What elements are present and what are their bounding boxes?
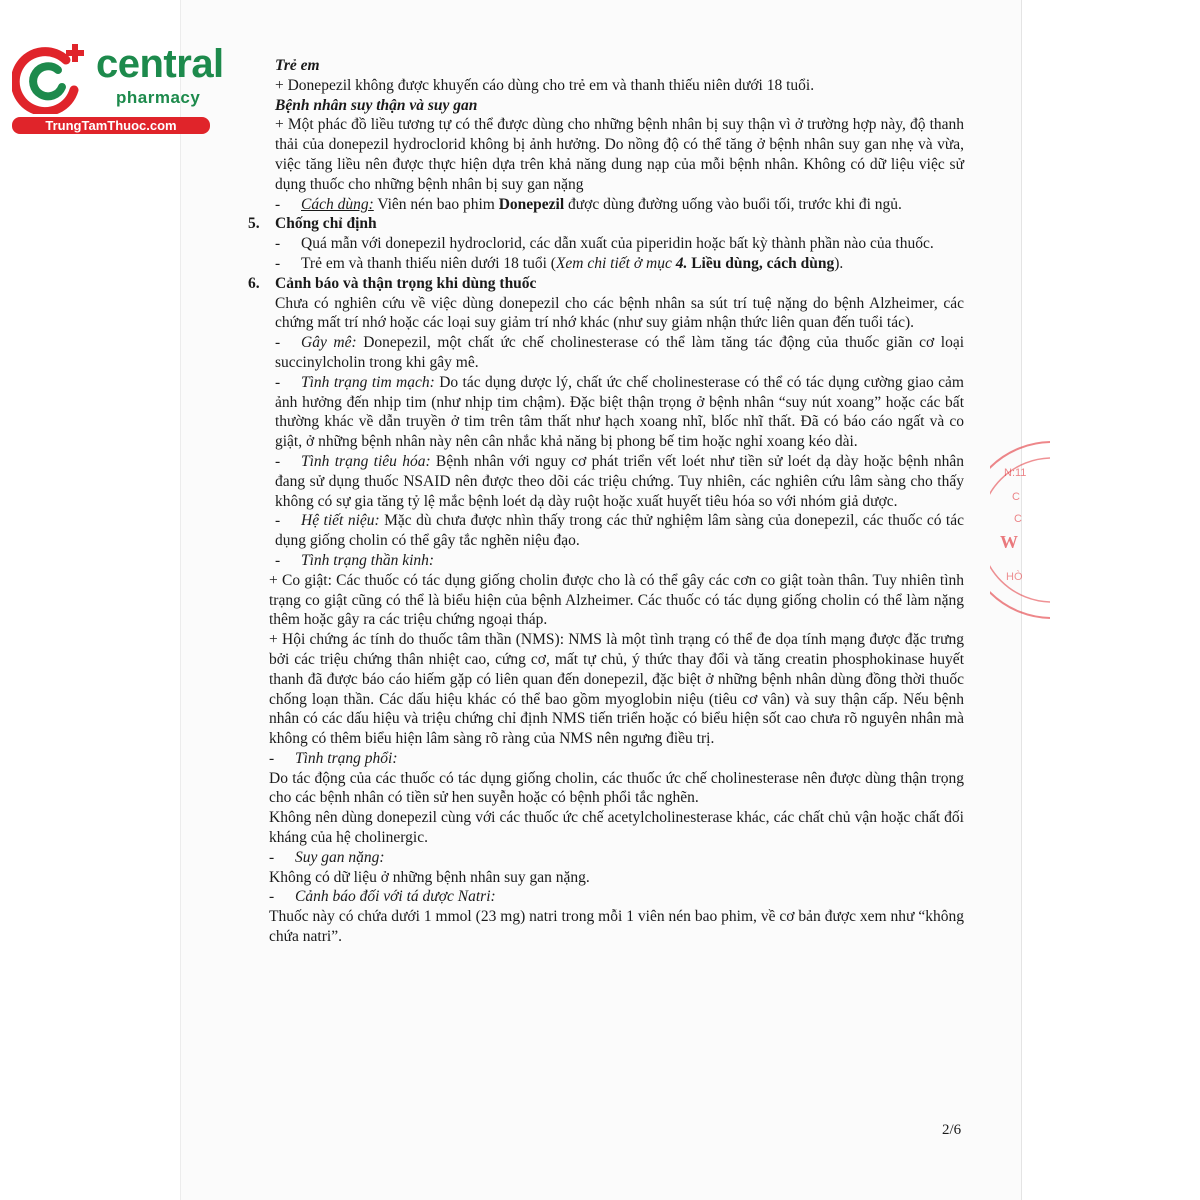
sodium-text: Thuốc này có chứa dưới 1 mmol (23 mg) natri trong mỗi 1 viên nén bao phim, về cơ bản được xem như “không chứa natri”. bbox=[269, 908, 964, 946]
section-number: 6. bbox=[248, 274, 260, 292]
brand-subtitle: pharmacy bbox=[116, 88, 201, 107]
warnings-intro: Chưa có nghiên cứu về việc dùng donepezil cho các bệnh nhân sa sút trí tuệ nặng do bệnh Alzheimer, các chứng mất trí nhớ hoặc các loại suy giảm trí nhớ khác (như suy giảm nhận thức liên quan đến tuổi tác). bbox=[275, 294, 964, 332]
warning-label: Cảnh báo đối với tá dược Natri: bbox=[295, 888, 496, 906]
bullet-dash: - bbox=[275, 235, 281, 253]
bullet-dash: - bbox=[275, 195, 281, 213]
section-title-renal-hepatic: Bệnh nhân suy thận và suy gan bbox=[275, 96, 478, 114]
central-pharmacy-logo[interactable] bbox=[12, 38, 224, 138]
hepatic-text: Không có dữ liệu ở những bệnh nhân suy gan nặng. bbox=[269, 868, 590, 886]
contraindication-item bbox=[248, 234, 964, 254]
warning-text: Do tác dụng dược lý, chất ức chế cholinesterase có thể có tác dụng cường giao cảm ảnh hưởng đến nhịp tim (như nhịp tim chậm). Đặc biệt thận trọng ở bệnh nhân “suy nút xoang” hoặc các bất thường khác về dẫn truyền ở tim trên tâm thất như hạch xoang nhĩ, blốc nhĩ thất. Đã có báo cáo ngất và co giật, ở những bệnh nhân này nên cân nhắc khả năng bị phong bế tim hoặc nghỉ xoang kéo dài. bbox=[275, 373, 964, 451]
contraindication-item bbox=[248, 254, 964, 274]
cross-reference-title: Liều dùng, cách dùng bbox=[687, 254, 835, 272]
usage-label: Cách dùng: bbox=[301, 195, 374, 213]
bullet-dash: - bbox=[275, 334, 281, 352]
warning-hepatic bbox=[248, 848, 964, 868]
svg-text:N:11: N:11 bbox=[1004, 467, 1027, 479]
combination-text: Không nên dùng donepezil cùng với các thuốc ức chế acetylcholinesterase khác, các chất chủ vận hoặc chất đối kháng của hệ cholinergic. bbox=[269, 809, 964, 847]
warning-cardiovascular bbox=[248, 373, 964, 452]
cross-reference-end: ). bbox=[834, 254, 844, 272]
svg-text:C: C bbox=[1012, 491, 1020, 503]
renal-hepatic-text: + Một phác đồ liều tương tự có thể được dùng cho những bệnh nhân bị suy thận vì ở trường hợp này, độ thanh thải của donepezil hydroclorid không bị ảnh hưởng. Do nồng độ có thể tăng ở bệnh nhân suy gan nhẹ và vừa, việc tăng liều nên được thực hiện dựa trên khả năng dung nạp của mỗi bệnh nhân. Không có dữ liệu việc sử dụng thuốc cho những bệnh nhân bị suy gan nặng bbox=[275, 116, 964, 193]
section-6-heading bbox=[248, 274, 964, 294]
pharmacy-logo-icon bbox=[12, 40, 90, 114]
warning-anesthesia bbox=[248, 333, 964, 373]
bullet-dash: - bbox=[275, 373, 281, 391]
section-5-heading bbox=[248, 214, 964, 234]
warning-text: Donepezil, một chất ức chế cholinesterase có thể làm tăng tác động của thuốc giãn cơ loại succinylcholin trong khi gây mê. bbox=[275, 334, 965, 371]
warning-label: Suy gan nặng: bbox=[295, 848, 385, 866]
website-link[interactable]: TrungTamThuoc.com bbox=[12, 117, 210, 134]
usage-text-end: được dùng đường uống vào buổi tối, trước khi đi ngủ. bbox=[564, 195, 902, 213]
section-title: Chống chỉ định bbox=[275, 215, 377, 233]
svg-text:W: W bbox=[1000, 532, 1018, 552]
warning-label: Gây mê: bbox=[301, 334, 357, 352]
bullet-dash: - bbox=[269, 749, 275, 767]
contraindication-text: Quá mẫn với donepezil hydroclorid, các dẫn xuất của piperidin hoặc bất kỳ thành phần nào của thuốc. bbox=[301, 235, 934, 253]
red-stamp-icon bbox=[990, 430, 1050, 630]
warning-label: Hệ tiết niệu: bbox=[301, 512, 380, 530]
usage-paragraph bbox=[248, 195, 964, 215]
bullet-dash: - bbox=[275, 254, 281, 272]
bullet-dash: - bbox=[269, 848, 275, 866]
nms-text: + Hội chứng ác tính do thuốc tâm thần (NMS): NMS là một tình trạng có thể đe dọa tính mạng được đặc trưng bởi các triệu chứng thân nhiệt cao, cứng cơ, mất tự chủ, ý thức thay đổi và tăng creatin phosphokinase huyết thanh đã được báo cáo hiếm gặp có liên quan đến donepezil, đặc biệt ở những bệnh nhân dùng đồng thời thuốc chống loạn thần. Các dấu hiệu khác có thể bao gồm myoglobin niệu (tiêu cơ vân) và suy thận cấp. Nếu bệnh nhân có các dấu hiệu và triệu chứng chỉ định NMS tiến triển hoặc có biểu hiện sốt cao chưa rõ nguyên nhân mà không có thêm biểu hiện lâm sàng rõ ràng của NMS nên ngưng điều trị. bbox=[269, 631, 964, 748]
warning-text: Bệnh nhân với nguy cơ phát triển vết loét như tiền sử loét dạ dày hoặc bệnh nhân đang sử dụng thuốc NSAID nên được theo dõi các triệu chứng. Tuy nhiên, các nghiên cứu lâm sàng cho thấy không có sự gia tăng tỷ lệ mắc bệnh loét dạ dày ruột hoặc xuất huyết tiêu hóa so với nhóm giả dược. bbox=[275, 452, 964, 510]
brand-name: central bbox=[96, 42, 224, 86]
warning-neurological bbox=[248, 551, 964, 571]
seizure-text: + Co giật: Các thuốc có tác dụng giống cholin được cho là có thể gây các cơn co giật toàn thân. Tuy nhiên tình trạng co giật cũng có thể là biểu hiện của bệnh Alzheimer. Các thuốc có tác dụng giống cholin có thể làm nặng thêm hoặc gây ra các triệu chứng ngoại tháp. bbox=[269, 571, 964, 629]
warning-label: Tình trạng phổi: bbox=[295, 749, 398, 767]
bullet-dash: - bbox=[275, 452, 281, 470]
warning-pulmonary bbox=[248, 749, 964, 769]
warning-text: Mặc dù chưa được nhìn thấy trong các thử nghiệm lâm sàng của donepezil, các thuốc có tác dụng giống cholin có thể gây tắc nghẽn niệu đạo. bbox=[275, 512, 964, 550]
bullet-dash: - bbox=[269, 888, 275, 906]
warning-label: Tình trạng tiêu hóa: bbox=[301, 452, 431, 470]
page-number: 2/6 bbox=[942, 1122, 962, 1138]
section-title: Cảnh báo và thận trọng khi dùng thuốc bbox=[275, 274, 537, 292]
warning-urinary bbox=[248, 511, 964, 551]
pulmonary-text: Do tác động của các thuốc có tác dụng giống cholin, các thuốc ức chế cholinesterase nên được dùng thận trọng cho các bệnh nhân có tiền sử hen suyễn hoặc có bệnh phổi tắc nghẽn. bbox=[269, 769, 964, 807]
svg-text:C: C bbox=[1014, 513, 1022, 525]
document-content bbox=[248, 56, 964, 947]
section-title-children: Trẻ em bbox=[275, 57, 320, 74]
warning-sodium bbox=[248, 887, 964, 907]
warning-gastrointestinal bbox=[248, 452, 964, 511]
cross-reference: Xem chi tiết ở mục bbox=[555, 254, 676, 272]
section-number: 5. bbox=[248, 215, 260, 233]
bullet-dash: - bbox=[275, 551, 281, 569]
children-text: + Donepezil không được khuyến cáo dùng cho trẻ em và thanh thiếu niên dưới 18 tuổi. bbox=[275, 76, 815, 94]
contraindication-text: Trẻ em và thanh thiếu niên dưới 18 tuổi ( bbox=[301, 254, 556, 272]
warning-label: Tình trạng tim mạch: bbox=[301, 373, 435, 391]
svg-text:HÒ: HÒ bbox=[1006, 571, 1023, 583]
warning-label: Tình trạng thần kinh: bbox=[301, 551, 435, 569]
usage-drug-name: Donepezil bbox=[498, 195, 565, 213]
bullet-dash: - bbox=[275, 512, 281, 530]
cross-reference-number: 4. bbox=[675, 254, 688, 272]
usage-text: Viên nén bao phim bbox=[373, 195, 499, 213]
